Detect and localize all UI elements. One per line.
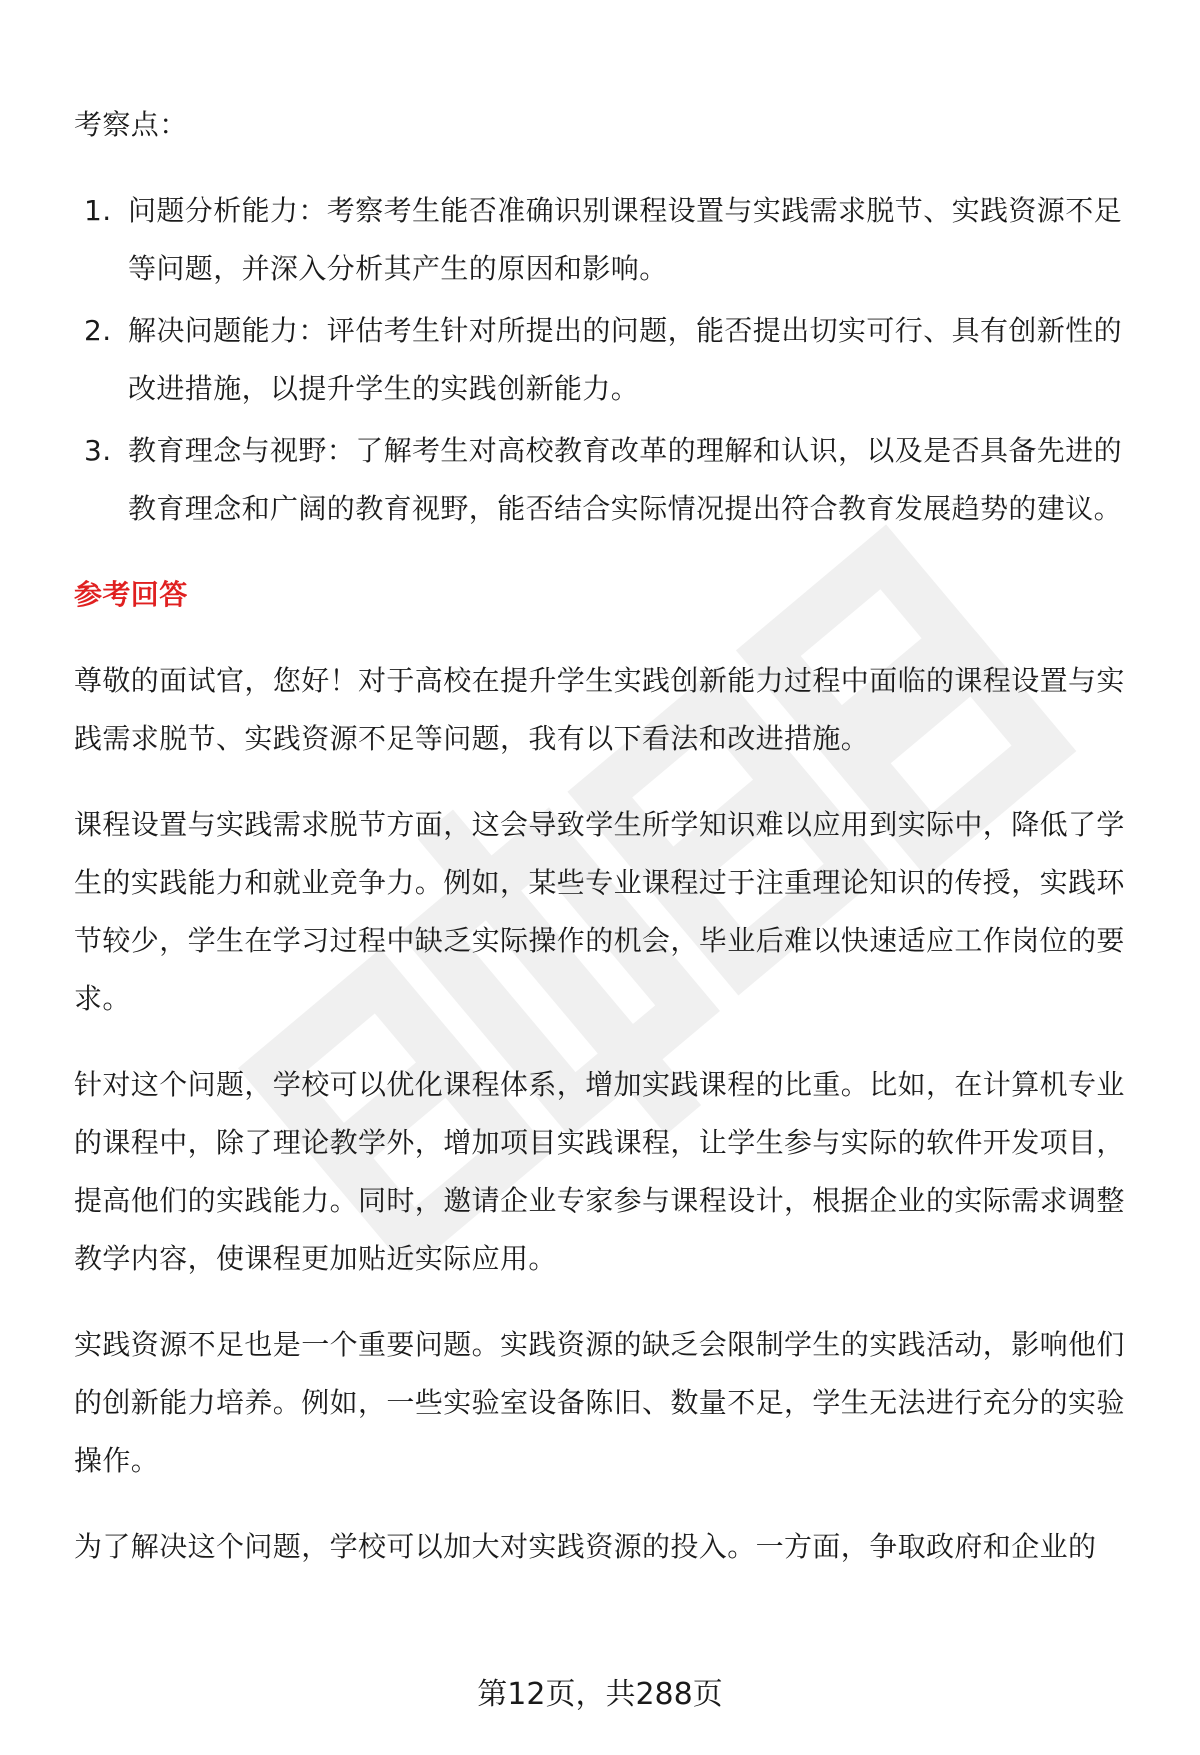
list-item-text: 解决问题能力：评估考生针对所提出的问题，能否提出切实可行、具有创新性的改进措施，以提升学生的实践创新能力。 [128,314,1123,405]
exam-points-label: 考察点： [74,108,188,141]
list-number: 1. [84,194,112,227]
page-number: 第12页，共288页 [477,1677,723,1712]
answer-paragraph: 尊敬的面试官，您好！对于高校在提升学生实践创新能力过程中面临的课程设置与实践需求脱节、实践资源不足等问题，我有以下看法和改进措施。 [74,664,1125,755]
list-item [74,422,1140,538]
answer-paragraph: 为了解决这个问题，学校可以加大对实践资源的投入。一方面，争取政府和企业的 [74,1530,1097,1563]
list-item [74,302,1140,418]
list-item-text: 教育理念与视野：了解考生对高校教育改革的理解和认识，以及是否具备先进的教育理念和广阔的教育视野，能否结合实际情况提出符合教育发展趋势的建议。 [128,434,1123,525]
answer-paragraph: 课程设置与实践需求脱节方面，这会导致学生所学知识难以应用到实际中，降低了学生的实践能力和就业竞争力。例如，某些专业课程过于注重理论知识的传授，实践环节较少，学生在学习过程中缺乏实际操作的机会，毕业后难以快速适应工作岗位的要求。 [74,808,1125,1015]
reference-answer-heading: 参考回答 [74,578,188,611]
exam-points-list [74,182,1140,538]
answer-paragraph: 实践资源不足也是一个重要问题。实践资源的缺乏会限制学生的实践活动，影响他们的创新能力培养。例如，一些实验室设备陈旧、数量不足，学生无法进行充分的实验操作。 [74,1328,1125,1477]
list-number: 3. [84,434,112,467]
list-item-text: 问题分析能力：考察考生能否准确识别课程设置与实践需求脱节、实践资源不足等问题，并深入分析其产生的原因和影响。 [128,194,1123,285]
answer-paragraph: 针对这个问题，学校可以优化课程体系，增加实践课程的比重。比如，在计算机专业的课程中，除了理论教学外，增加项目实践课程，让学生参与实际的软件开发项目，提高他们的实践能力。同时，邀请企业专家参与课程设计，根据企业的实际需求调整教学内容，使课程更加贴近实际应用。 [74,1068,1125,1275]
list-item [74,182,1140,298]
list-number: 2. [84,314,112,347]
main-content [74,96,1140,1604]
